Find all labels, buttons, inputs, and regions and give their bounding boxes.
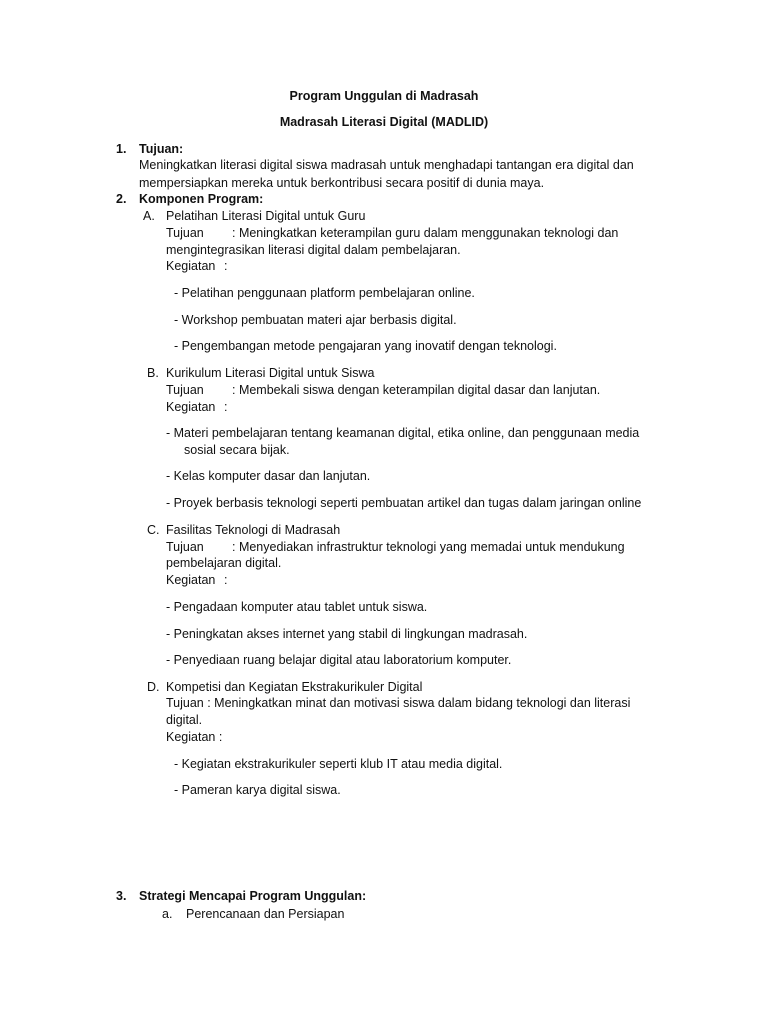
list-item: - Pengembangan metode pengajaran yang inovatif dengan teknologi. xyxy=(174,339,557,353)
document-title: Program Unggulan di Madrasah xyxy=(289,89,479,103)
kegiatan-label: Kegiatan xyxy=(166,573,216,587)
subsection-c-kegiatan xyxy=(166,572,227,588)
subsection-d-title: Kompetisi dan Kegiatan Ekstrakurikuler Digital xyxy=(166,680,423,694)
section-1-text-line: Meningkatkan literasi digital siswa madrasah untuk menghadapi tantangan era digital dan xyxy=(139,158,634,172)
tujuan-label: Tujuan xyxy=(166,540,204,554)
tujuan-label: Tujuan xyxy=(166,383,204,397)
section-2-number: 2. xyxy=(116,192,127,206)
list-item: - Pelatihan penggunaan platform pembelajaran online. xyxy=(174,286,475,300)
list-item: - Peningkatan akses internet yang stabil di lingkungan madrasah. xyxy=(166,627,528,641)
section-1-number: 1. xyxy=(116,142,127,156)
list-item: - Workshop pembuatan materi ajar berbasis digital. xyxy=(174,313,457,327)
subsection-c-tujuan-cont: pembelajaran digital. xyxy=(166,556,282,570)
subsection-3a-title: Perencanaan dan Persiapan xyxy=(186,907,345,921)
kegiatan-label: Kegiatan xyxy=(166,259,216,273)
tujuan-label: Tujuan xyxy=(166,226,204,240)
subsection-c-title: Fasilitas Teknologi di Madrasah xyxy=(166,523,341,537)
kegiatan-colon: : xyxy=(224,400,228,414)
subsection-a-tujuan xyxy=(166,225,618,241)
kegiatan-colon: : xyxy=(224,259,228,273)
subsection-a-tujuan-cont: mengintegrasikan literasi digital dalam pembelajaran. xyxy=(166,243,461,257)
subsection-a-title: Pelatihan Literasi Digital untuk Guru xyxy=(166,209,366,223)
list-item: - Kegiatan ekstrakurikuler seperti klub IT atau media digital. xyxy=(174,757,503,771)
section-3-heading: Strategi Mencapai Program Unggulan: xyxy=(139,889,367,903)
subsection-d-kegiatan: Kegiatan : xyxy=(166,730,223,744)
subsection-b-letter: B. xyxy=(147,366,159,380)
section-1-text-line: mempersiapkan mereka untuk berkontribusi secara positif di dunia maya. xyxy=(139,176,545,190)
section-3-number: 3. xyxy=(116,889,127,903)
subsection-c-tujuan xyxy=(166,539,625,555)
section-2-heading: Komponen Program: xyxy=(139,192,264,206)
section-1-heading: Tujuan: xyxy=(139,142,184,156)
tujuan-text: : Menyediakan infrastruktur teknologi yang memadai untuk mendukung xyxy=(232,540,625,554)
document-subtitle: Madrasah Literasi Digital (MADLID) xyxy=(279,115,489,129)
tujuan-text: : Membekali siswa dengan keterampilan digital dasar dan lanjutan. xyxy=(232,383,601,397)
kegiatan-colon: : xyxy=(224,573,228,587)
subsection-c-letter: C. xyxy=(147,523,160,537)
kegiatan-label: Kegiatan xyxy=(166,400,216,414)
subsection-d-tujuan-cont: digital. xyxy=(166,713,203,727)
subsection-b-title: Kurikulum Literasi Digital untuk Siswa xyxy=(166,366,375,380)
list-item: - Kelas komputer dasar dan lanjutan. xyxy=(166,469,371,483)
subsection-a-kegiatan xyxy=(166,258,227,274)
tujuan-text: : Meningkatkan keterampilan guru dalam menggunakan teknologi dan xyxy=(232,226,619,240)
list-item: - Materi pembelajaran tentang keamanan digital, etika online, dan penggunaan media xyxy=(166,426,640,440)
subsection-a-letter: A. xyxy=(143,209,155,223)
subsection-d-letter: D. xyxy=(147,680,160,694)
list-item-cont: sosial secara bijak. xyxy=(184,443,290,457)
subsection-3a-letter: a. xyxy=(162,907,173,921)
subsection-d-tujuan: Tujuan : Meningkatkan minat dan motivasi siswa dalam bidang teknologi dan literasi xyxy=(166,696,631,710)
list-item: - Pameran karya digital siswa. xyxy=(174,783,341,797)
list-item: - Proyek berbasis teknologi seperti pembuatan artikel dan tugas dalam jaringan online xyxy=(166,496,642,510)
list-item: - Pengadaan komputer atau tablet untuk siswa. xyxy=(166,600,428,614)
list-item: - Penyediaan ruang belajar digital atau laboratorium komputer. xyxy=(166,653,512,667)
subsection-b-kegiatan xyxy=(166,399,227,415)
subsection-b-tujuan xyxy=(166,382,600,398)
